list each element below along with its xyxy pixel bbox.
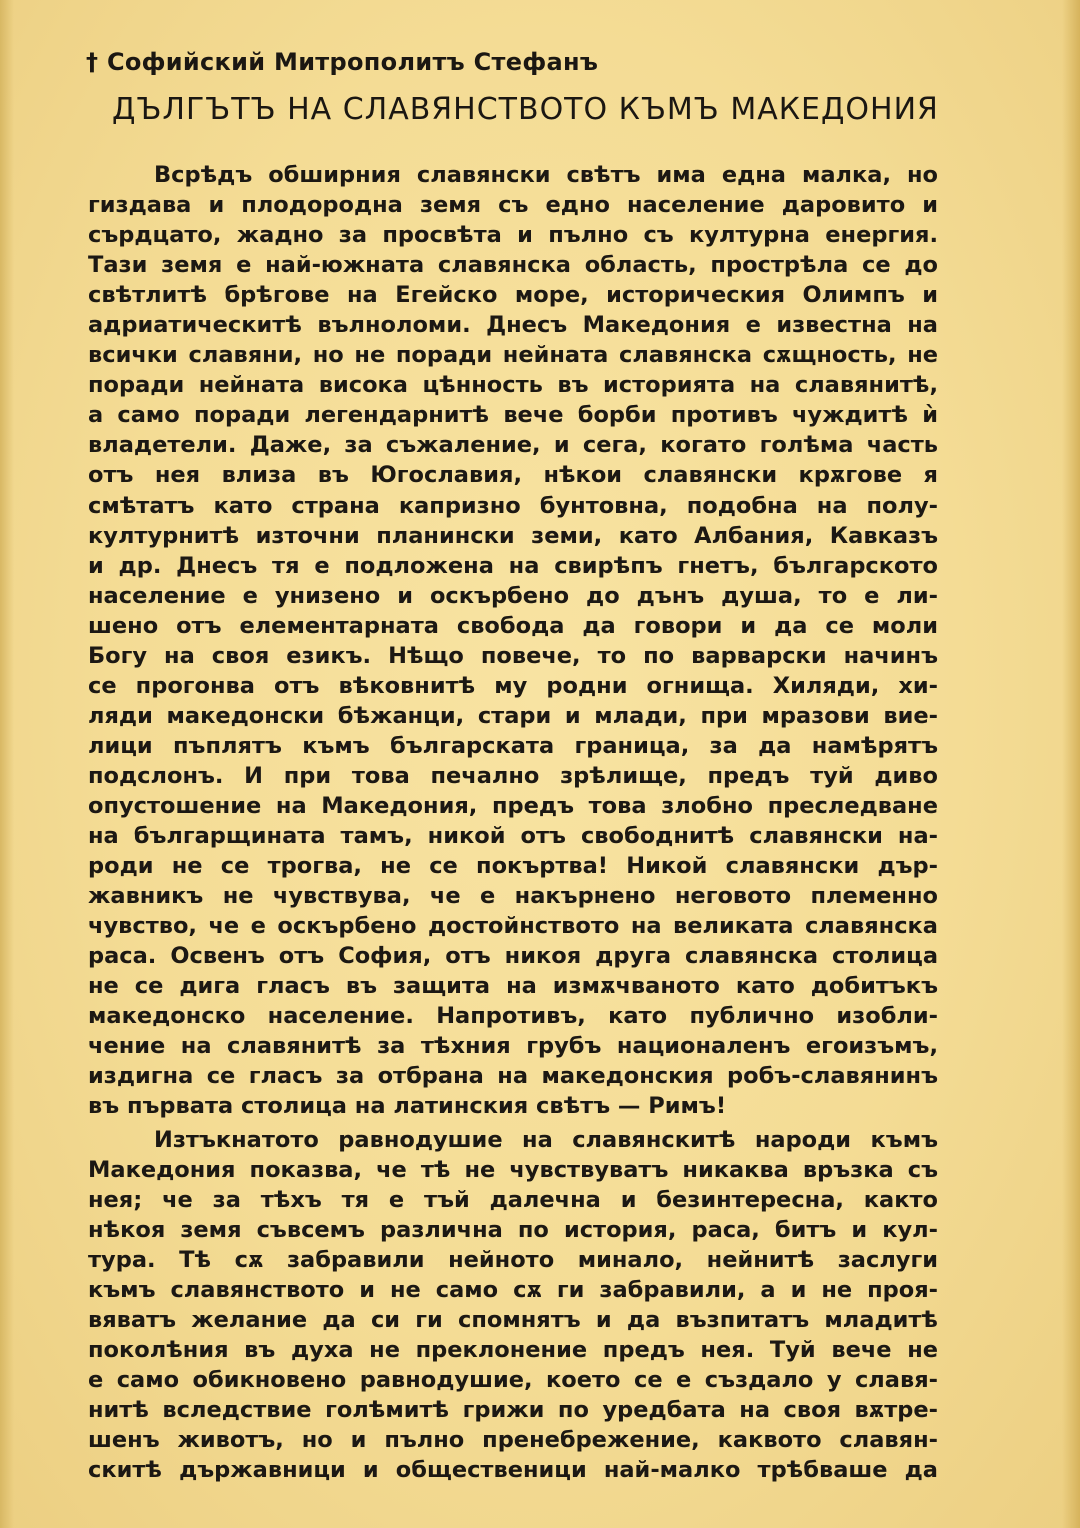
text-line: и др. Днесъ тя е подложена на свирѣпъ гнетъ, българското bbox=[88, 552, 938, 579]
text-line: чение на славянитѣ за тѣхния грубъ националенъ егоизъмъ, bbox=[88, 1033, 938, 1060]
text-line: а само поради легендарнитѣ вече борби противъ чуждитѣ ѝ bbox=[88, 402, 938, 429]
text-line: Изтъкнатото равнодушие на славянскитѣ народи къмъ bbox=[154, 1126, 938, 1153]
text-line: чувство, че е оскърбено достойнството на великата славянска bbox=[88, 913, 938, 940]
text-line: македонско население. Напротивъ, като публично изобли- bbox=[88, 1003, 938, 1030]
text-line: на българщината тамъ, никой отъ свободнитѣ славянски на- bbox=[88, 823, 938, 850]
text-line: нѣкоя земя съвсемъ различна по история, раса, битъ и кул- bbox=[88, 1216, 938, 1243]
text-line: се прогонва отъ вѣковнитѣ му родни огнища. Хиляди, хи- bbox=[88, 672, 938, 699]
text-line: поради нейната висока цѣнность въ историята на славянитѣ, bbox=[88, 372, 938, 399]
text-line: опустошение на Македония, предъ това злобно преследване bbox=[88, 792, 938, 819]
text-line: нея; че за тѣхъ тя е тъй далечна и безинтересна, както bbox=[88, 1186, 938, 1213]
text-line: владетели. Даже, за съжаление, и сега, когато голѣма часть bbox=[88, 432, 938, 459]
paragraph-2 bbox=[88, 1125, 938, 1486]
article-body bbox=[88, 160, 938, 1485]
text-line: издигна се гласъ за отбрана на македонския робъ-славянинъ bbox=[88, 1063, 938, 1090]
page-edge-shadow-right bbox=[1062, 0, 1080, 1528]
author-line: † Софийский Митрополитъ Стефанъ bbox=[86, 48, 599, 76]
text-line: адриатическитѣ вълноломи. Днесъ Македония е известна на bbox=[88, 312, 938, 339]
text-line: въ първата столица на латинския свѣтъ — Римъ! bbox=[88, 1093, 727, 1120]
text-line: Македония показва, че тѣ не чувствуватъ никаква връзка съ bbox=[88, 1156, 938, 1183]
article-title: ДЪЛГЪТЪ НА СЛАВЯНСТВОТО КЪМЪ МАКЕДОНИЯ bbox=[112, 92, 939, 127]
text-line: Богу на своя езикъ. Нѣщо повече, то по варварски начинъ bbox=[88, 642, 938, 669]
text-line: население е унизено и оскърбено до дънъ душа, то е ли- bbox=[88, 582, 938, 609]
text-line: шенъ животъ, но и пълно пренебрежение, каквото славян- bbox=[88, 1426, 938, 1453]
text-line: всички славяни, но не поради нейната славянска сѫщность, не bbox=[88, 342, 938, 369]
text-line: шено отъ елементарната свобода да говори и да се моли bbox=[88, 612, 938, 639]
text-line: гиздава и плодородна земя съ едно население даровито и bbox=[88, 192, 938, 219]
text-line: скитѣ държавници и общественици най-малко трѣбваше да bbox=[88, 1457, 938, 1484]
text-line: раса. Освенъ отъ София, отъ никоя друга славянска столица bbox=[88, 943, 938, 970]
text-line: свѣтлитѣ брѣгове на Егейско море, историческия Олимпъ и bbox=[88, 282, 938, 309]
text-line: къмъ славянството и не само сѫ ги забравили, а и не проя- bbox=[88, 1276, 938, 1303]
page-edge-shadow-left bbox=[0, 0, 14, 1528]
text-line: ляди македонски бѣжанци, стари и млади, при мразови вие- bbox=[88, 702, 938, 729]
text-line: отъ нея влиза въ Югославия, нѣкои славянски крѫгове я bbox=[88, 462, 938, 489]
text-line: лици пъплятъ къмъ българската граница, за да намѣрятъ bbox=[88, 732, 938, 759]
text-line: вяватъ желание да си ги спомнятъ и да възпитатъ младитѣ bbox=[88, 1306, 938, 1333]
text-line: Всрѣдъ обширния славянски свѣтъ има една малка, но bbox=[154, 162, 938, 188]
text-line: сърдцато, жадно за просвѣта и пълно съ културна енергия. bbox=[88, 222, 938, 249]
text-line: подслонъ. И при това печално зрѣлище, предъ туй диво bbox=[88, 762, 938, 789]
text-line: нитѣ вследствие голѣмитѣ грижи по уредбата на своя вѫтре- bbox=[88, 1396, 938, 1423]
text-line: Тази земя е най-южната славянска область, прострѣла се до bbox=[88, 252, 938, 279]
text-line: поколѣния въ духа не преклонение предъ нея. Туй вече не bbox=[88, 1336, 938, 1363]
paragraph-1 bbox=[88, 160, 938, 1122]
text-line: е само обикновено равнодушие, което се е създало у славя- bbox=[88, 1366, 938, 1393]
text-line: жавникъ не чувствува, че е накърнено неговото племенно bbox=[88, 883, 938, 910]
text-line: не се дига гласъ въ защита на измѫчваното като добитъкъ bbox=[88, 973, 938, 1000]
text-line: тура. Тѣ сѫ забравили нейното минало, нейнитѣ заслуги bbox=[88, 1246, 938, 1273]
text-line: роди не се трогва, не се покъртва! Никой славянски дър- bbox=[88, 853, 938, 880]
text-line: културнитѣ източни планински земи, като Албания, Кавказъ bbox=[88, 522, 938, 549]
text-line: смѣтатъ като страна капризно бунтовна, подобна на полу- bbox=[88, 492, 938, 519]
